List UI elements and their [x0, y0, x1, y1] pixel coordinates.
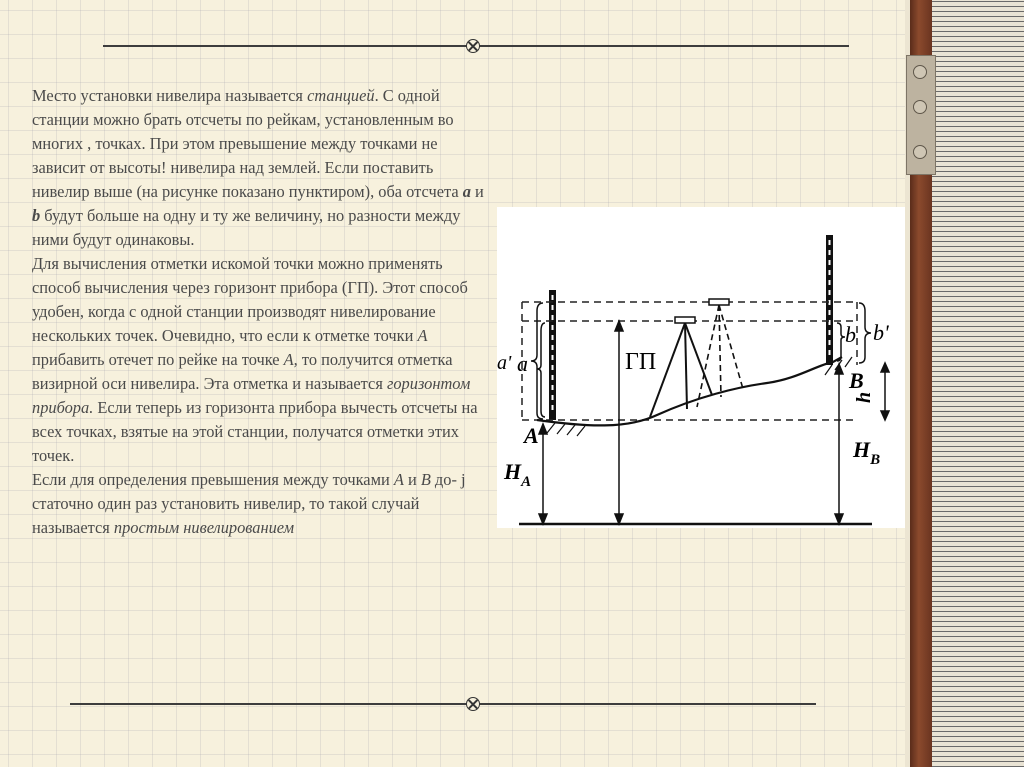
gp-arrow: [615, 321, 623, 524]
label-a: a: [517, 351, 528, 376]
b-brace: [837, 323, 845, 361]
hb-arrow: [835, 364, 843, 524]
label-hb: $H_B$: [853, 437, 881, 468]
screw-icon: [913, 65, 927, 79]
bottom-divider: [70, 703, 816, 705]
level-instrument: [650, 317, 712, 417]
b-prime-brace: [859, 303, 871, 363]
leveling-diagram: [497, 207, 905, 528]
paragraph-3: Если для определения превышения между точками А и В до- j статочно один раз установить нивелир, то такой случай называется простым нивелированием: [32, 470, 466, 537]
label-b-prime: b': [873, 320, 889, 345]
staff-a: [549, 290, 556, 420]
ha-arrow: [539, 424, 547, 524]
raised-level-instrument: [697, 299, 743, 407]
label-gp: ГП: [625, 349, 657, 375]
bottom-divider-ornament-icon: [466, 697, 480, 711]
label-ha: $H_A$: [504, 459, 532, 490]
ruler-decoration: [932, 0, 1024, 767]
paragraph-1: Место установки нивелира называется станцией. С одной станции можно брать отсчеты по рейкам, установленным во многих , точках. При этом превышение между точками не зависит от высоты! нивелира над землей. Если поставить нивелир выше (на рисунке показано пунктиром), оба отсчета a и b будут больше на одну и ту же величину, но разности между ними будут одинаковы.: [32, 86, 484, 249]
a-brace: [537, 323, 545, 417]
top-divider-ornament-icon: [466, 39, 480, 53]
body-text: [32, 84, 487, 540]
label-b: b: [845, 322, 856, 347]
label-point-a: A: [524, 423, 539, 448]
label-h: h: [853, 391, 875, 403]
ground-profile: [537, 357, 842, 425]
staff-b: [826, 235, 833, 365]
screw-icon: [913, 100, 927, 114]
paragraph-2: Для вычисления отметки искомой точки можно применять способ вычисления через горизонт прибора (ГП). Этот способ удобен, когда с одной станции производят нивелирование нескольких точек. Очевидно, что если к отметке точки А прибавить отечет по рейке на точке А, то получится отметка визирной оси нивелира. Эта отметка и называется горизонтом прибора. Если теперь из горизонта прибора вычесть отсчеты на всех точках, взятые на этой станции, получатся отметки этих точек.: [32, 254, 478, 465]
label-point-b: B: [849, 368, 864, 393]
h-arrow: [881, 363, 889, 420]
label-a-prime: a': [497, 352, 512, 374]
screw-icon: [913, 145, 927, 159]
